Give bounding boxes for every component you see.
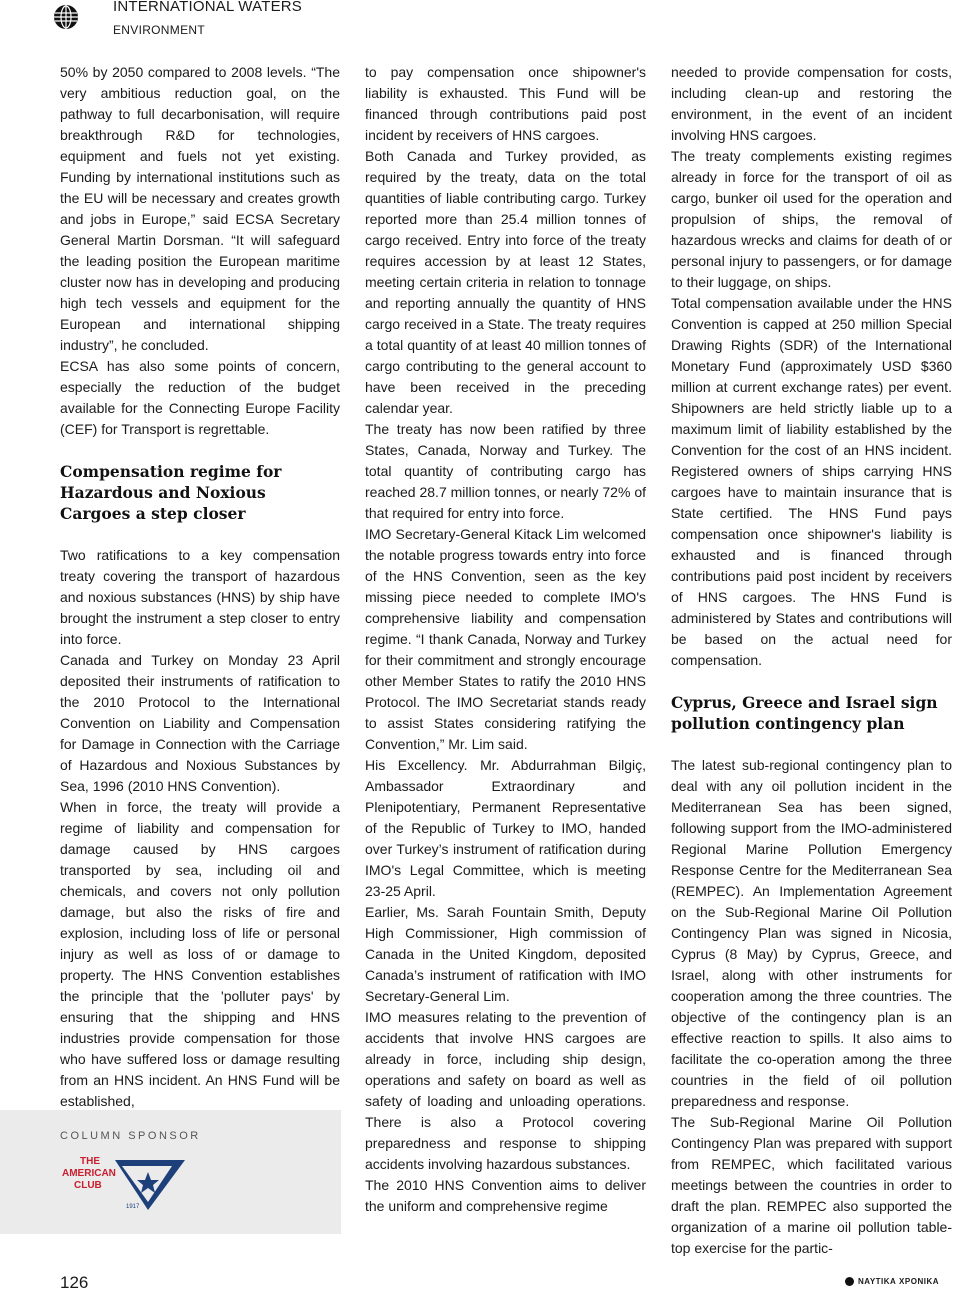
paragraph: needed to provide compensation for costs, including clean-up and restoring the environment, in the event of an incident involving HNS cargoes. <box>671 64 952 143</box>
section-title: INTERNATIONAL WATERS <box>113 0 303 15</box>
page-header <box>0 0 953 50</box>
sponsor-label: COLUMN SPONSOR <box>60 1130 201 1142</box>
paragraph: The Sub-Regional Marine Oil Pollution Contingency Plan was prepared with support from REMPEC, which facilitated various meetings between the countries in order to draft the plan. REMPEC also supported the organization of a marine oil pollution table-top exercise for the partic- <box>671 1114 952 1256</box>
paragraph: to pay compensation once shipowner's liability is exhausted. This Fund will be financed through contributions paid post incident by receivers of HNS cargoes. <box>365 64 646 143</box>
paragraph: Two ratifications to a key compensation treaty covering the transport of hazardous and noxious substances (HNS) by ship have brought the instrument a step closer to entry into force. <box>60 547 340 647</box>
page-number: 126 <box>60 1273 89 1292</box>
article-heading: Cyprus, Greece and Israel sign pollution contingency plan <box>671 693 938 733</box>
section-subtitle: ENVIRONMENT <box>113 23 205 37</box>
article-column-2 <box>365 62 646 1217</box>
logo-year: 1917 <box>126 1204 140 1210</box>
paragraph: Total compensation available under the HNS Convention is capped at 250 million Special Drawing Rights (SDR) of the International Monetary Fund (approximately USD $360 million at current exchange rates) per event. Shipowners are held strictly liable up to a maximum limit of liability established by the Convention for the cost of an HNS incident. Registered owners of ships carrying HNS cargoes have to maintain insurance that is State certified. The HNS Fund pays compensation once shipowner's liability is exhausted and is financed through contributions paid post incident by receivers of HNS cargoes. The HNS Fund is administered by States and contributions will be based on the actual need for compensation. <box>671 295 952 668</box>
paragraph: Canada and Turkey on Monday 23 April deposited their instruments of ratification to the 2010 Protocol to the International Convention on Liability and Compensation for Damage in Connection with the Carriage of Hazardous and Noxious Substances by Sea, 1996 (2010 HNS Convention). <box>60 652 340 794</box>
paragraph: Earlier, Ms. Sarah Fountain Smith, Deputy High Commissioner, High commission of Canada in the United Kingdom, deposited Canada’s instrument of ratification with IMO Secretary-General Lim. <box>365 904 646 1004</box>
paragraph: The latest sub-regional contingency plan to deal with any oil pollution incident in the Mediterranean Sea has been signed, following support from the IMO-administered Regional Marine Pollution Emergency Response Centre for the Mediterranean Sea (REMPEC). An Implementation Agreement on the Sub-Regional Marine Oil Pollution Contingency Plan was signed in Nicosia, Cyprus (8 May) by Cyprus, Greece, and Israel, along with other instruments for cooperation among the three countries. The objective of the contingency plan is an effective reaction to spills. It also aims to facilitate the co-operation among the three countries in the field of oil pollution preparedness and response. <box>671 757 952 1109</box>
article-heading: Compensation regime for Hazardous and Noxious Cargoes a step closer <box>60 462 282 523</box>
american-club-logo <box>60 1152 190 1212</box>
paragraph: Both Canada and Turkey provided, as required by the treaty, data on the total quantities of liable contributing cargo. Turkey reported more than 25.4 million tonnes of cargo received. Entry into force of the treaty requires accession by at least 12 States, meeting certain criteria in relation to tonnage and reporting annually the quantity of HNS cargo received in a State. The treaty requires a total quantity of at least 40 million tonnes of cargo contributing to the general account to have been received in the preceding calendar year. <box>365 148 646 416</box>
paragraph: IMO Secretary-General Kitack Lim welcomed the notable progress towards entry into force of the HNS Convention, seen as the key missing piece needed to complete IMO's comprehensive liability and compensation regime. “I thank Canada, Norway and Turkey for their commitment and strongly encourage other Member States to ratify the 2010 HNS Protocol. The IMO Secretariat stands ready to assist States considering ratifying the Convention,” Mr. Lim said. <box>365 526 646 752</box>
magazine-footer <box>845 1277 939 1286</box>
paragraph: The treaty has now been ratified by three States, Canada, Norway and Turkey. The total quantity of contributing cargo has reached 28.7 million tonnes, or nearly 72% of that required for entry into force. <box>365 421 646 521</box>
globe-icon <box>53 4 79 30</box>
logo-text-american: AMERICAN <box>62 1168 116 1179</box>
magazine-name: ΝΑΥΤΙΚΑ ΧΡΟΝΙΚΑ <box>858 1277 939 1286</box>
paragraph: When in force, the treaty will provide a regime of liability and compensation for damage caused by HNS cargoes transported by sea, including oil and chemicals, and covers not only pollution damage, but also the risks of fire and explosion, including loss of life or personal injury as well as loss of or damage to property. The HNS Convention establishes the principle that the 'polluter pays' by ensuring that the shipping and HNS industries provide compensation for those who have suffered loss or damage resulting from an HNS incident. An HNS Fund will be established, <box>60 799 340 1109</box>
magazine-logo-icon <box>845 1277 854 1286</box>
paragraph: His Excellency. Mr. Abdurrahman Bilgiç, Ambassador Extraordinary and Plenipotentiary, Permanent Representative of the Republic of Turkey to IMO, handed over Turkey’s instrument of ratification during IMO's Legal Committee, which is meeting 23-25 April. <box>365 757 646 899</box>
logo-text-the: THE <box>80 1156 100 1167</box>
article-column-3 <box>671 62 952 1259</box>
paragraph: 50% by 2050 compared to 2008 levels. “The very ambitious reduction goal, on the pathway to full decarbonisation, will require breakthrough R&D for technologies, equipment and fuels not yet existing. Funding by international institutions such as the EU will be necessary and creates growth and jobs in Europe,” said ECSA Secretary General Martin Dorsman. “It will safeguard the leading position the European maritime cluster now has in developing and producing high tech vessels and equipment for the European and international shipping industry”, he concluded. <box>60 64 340 353</box>
paragraph: The treaty complements existing regimes already in force for the transport of oil as cargo, bunker oil used for the operation and propulsion of ships, the removal of hazardous wrecks and claims for death of or personal injury to passengers, or for damage to their luggage, on ships. <box>671 148 952 290</box>
paragraph: The 2010 HNS Convention aims to deliver the uniform and comprehensive regime <box>365 1177 646 1214</box>
paragraph: ECSA has also some points of concern, especially the reduction of the budget available for the Connecting Europe Facility (CEF) for Transport is regrettable. <box>60 358 340 437</box>
logo-text-club: CLUB <box>74 1180 102 1191</box>
column-sponsor-box <box>0 1110 341 1234</box>
paragraph: IMO measures relating to the prevention of accidents that involve HNS cargoes are already in force, including ship design, operations and safety on board as well as safety of loading and unloading operations. There is also a Protocol covering preparedness and response to shipping accidents involving hazardous substances. <box>365 1009 646 1172</box>
article-column-1 <box>60 62 340 1112</box>
